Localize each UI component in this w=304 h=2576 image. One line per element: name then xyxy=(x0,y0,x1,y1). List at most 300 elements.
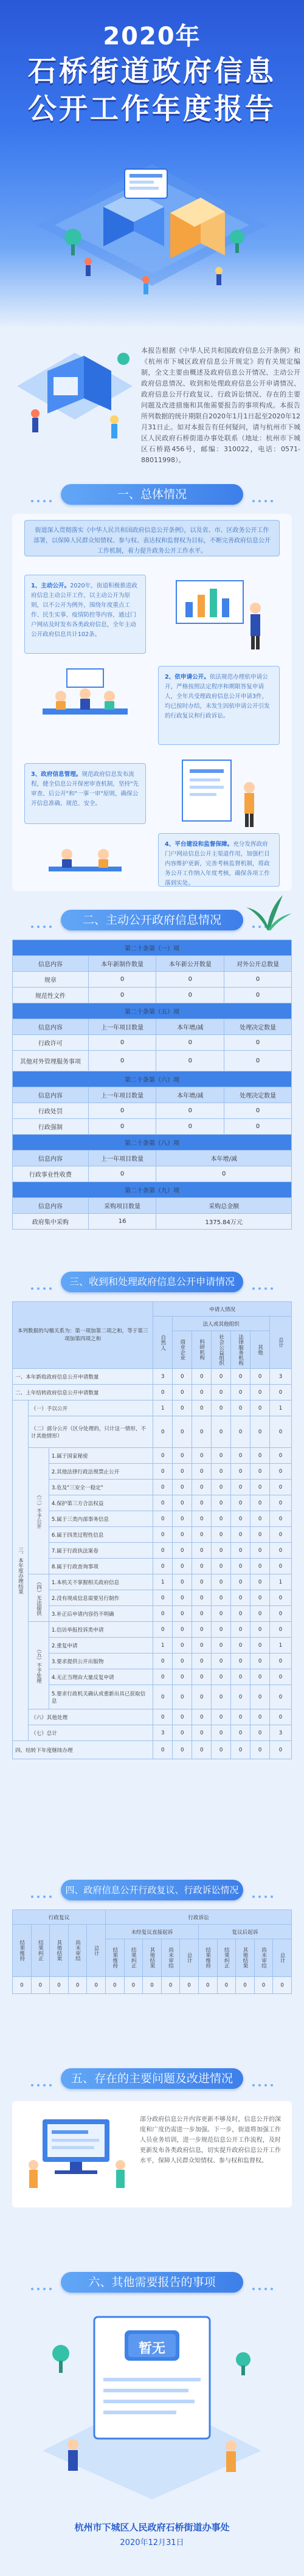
cell: 0 xyxy=(231,1401,250,1416)
section-3-title: 三、收到和处理政府信息公开申请情况 xyxy=(69,1276,235,1287)
team-illustration xyxy=(24,836,146,891)
cell: 0 xyxy=(156,972,224,988)
document-review-illustration xyxy=(164,754,280,833)
col-header: 尚未审结 xyxy=(254,1939,273,1977)
cell: 0 xyxy=(153,1622,173,1638)
cell: 0 xyxy=(173,1543,192,1559)
group-title: 第二十条第（六）项 xyxy=(13,1072,292,1087)
table-row xyxy=(13,1977,292,1994)
col-header: 尚未审结 xyxy=(161,1939,180,1977)
cell: 0 xyxy=(87,1977,106,1994)
cell: 0 xyxy=(250,1638,270,1653)
intro-block xyxy=(0,328,304,480)
cell: 0 xyxy=(236,1977,255,1994)
cell: 0 xyxy=(212,1511,231,1527)
cell: 0 xyxy=(124,1977,143,1994)
col-header: 采购项目数量 xyxy=(88,1198,156,1214)
cell: 0 xyxy=(173,1527,192,1543)
row-label: 5.要求行政机关确认或重新出具已获取信息 xyxy=(49,1685,153,1709)
cell: 0 xyxy=(212,1725,231,1741)
cell: 0 xyxy=(212,1495,231,1511)
cell: 0 xyxy=(156,1035,224,1051)
section-6-title: 六、其他需要报告的事项 xyxy=(88,2276,216,2289)
decor-dots xyxy=(29,919,54,921)
cell: 0 xyxy=(250,1511,270,1527)
table-row xyxy=(13,1511,292,1527)
general-item-1 xyxy=(24,575,146,654)
row-label: 4.无正当理由大量反复申请 xyxy=(49,1669,153,1685)
hero-banner xyxy=(0,0,304,328)
row-label: 6.属于四类过程性信息 xyxy=(49,1527,153,1543)
cell: 0 xyxy=(143,1977,162,1994)
table-row xyxy=(13,1574,292,1590)
cell: 0 xyxy=(192,1495,212,1511)
group-label: 三、本年度办理结果 xyxy=(13,1401,29,1741)
cell: 0 xyxy=(270,1590,292,1606)
section-4-title: 四、政府信息公开行政复议、行政诉讼情况 xyxy=(65,1885,239,1896)
cell: 0 xyxy=(224,1051,292,1072)
cell: 0 xyxy=(250,1725,270,1741)
row-label: 规章 xyxy=(13,972,89,988)
cell: 0 xyxy=(212,1590,231,1606)
row-label: 政府集中采购 xyxy=(13,1214,89,1230)
row-label: （一）予以公开 xyxy=(28,1401,153,1416)
col-header: 结果纠正 xyxy=(31,1925,50,1977)
cell: 0 xyxy=(231,1653,250,1669)
cell: 0 xyxy=(250,1709,270,1725)
decor-dots xyxy=(250,2281,275,2283)
table-row xyxy=(13,1214,292,1230)
table-row xyxy=(13,988,292,1003)
col-header: 总计 xyxy=(273,1939,292,1977)
cell: 0 xyxy=(212,1527,231,1543)
cell: 0 xyxy=(173,1669,192,1685)
cell: 0 xyxy=(212,1606,231,1622)
cell: 0 xyxy=(231,1495,250,1511)
row-label: 规范性文件 xyxy=(13,988,89,1003)
col-header: 总计 xyxy=(180,1939,199,1977)
cell: 0 xyxy=(173,1685,192,1709)
cell: 0 xyxy=(173,1709,192,1725)
cell: 0 xyxy=(50,1977,69,1994)
cell: 0 xyxy=(254,1977,273,1994)
col-header: 总计 xyxy=(87,1925,106,1977)
cell: 16 xyxy=(88,1214,156,1230)
cell: 0 xyxy=(270,1685,292,1709)
cell: 0 xyxy=(250,1685,270,1709)
cell: 0 xyxy=(231,1511,250,1527)
report-title-line1: 石桥街道政府信息 xyxy=(28,55,276,88)
table-row xyxy=(13,1416,292,1448)
row-label: 行政事业性收费 xyxy=(13,1166,89,1182)
cell: 0 xyxy=(153,1385,173,1401)
table-row xyxy=(13,1369,292,1385)
decor-dots xyxy=(250,1889,275,1891)
cell: 0 xyxy=(153,1653,173,1669)
table-row xyxy=(13,972,292,988)
cell: 0 xyxy=(250,1606,270,1622)
issues-panel xyxy=(12,2101,292,2207)
cell: 0 xyxy=(153,1464,173,1480)
cell: 0 xyxy=(270,1480,292,1495)
cell: 0 xyxy=(250,1590,270,1606)
table-row xyxy=(13,1685,292,1709)
cell: 0 xyxy=(250,1416,270,1448)
cell: 0 xyxy=(270,1495,292,1511)
cell: 0 xyxy=(250,1543,270,1559)
row-label: 3.要求提供公开出版物 xyxy=(49,1653,153,1669)
decor-dots xyxy=(29,493,54,496)
table-row xyxy=(13,1448,292,1464)
cell: 0 xyxy=(153,1448,173,1464)
cell: 0 xyxy=(192,1622,212,1638)
review-litigation-table xyxy=(12,1909,292,1994)
row-label: 3.补正后申请内容仍不明确 xyxy=(49,1606,153,1622)
cell: 0 xyxy=(231,1638,250,1653)
col-header: 其他结果 xyxy=(236,1939,255,1977)
item-head: 1、主动公开。 xyxy=(31,583,71,589)
row-label: （七）总计 xyxy=(28,1725,153,1741)
cell: 0 xyxy=(250,1669,270,1685)
cell: 3 xyxy=(153,1369,173,1385)
cell: 0 xyxy=(231,1741,250,1759)
table-row xyxy=(13,1480,292,1495)
table-row xyxy=(13,1119,292,1135)
total-header: 总计 xyxy=(270,1317,292,1369)
row-label: 2.重复申请 xyxy=(49,1638,153,1653)
cell: 0 xyxy=(192,1638,212,1653)
cell: 0 xyxy=(273,1977,292,1994)
cell: 0 xyxy=(153,1480,173,1495)
isometric-city-illustration xyxy=(24,140,280,316)
table-row xyxy=(13,1464,292,1480)
section-5-header xyxy=(61,2065,243,2091)
cell: 0 xyxy=(231,1559,250,1574)
col-header: 对外公开总数量 xyxy=(224,956,292,972)
col-header: 信息内容 xyxy=(13,1151,89,1166)
cell: 0 xyxy=(192,1480,212,1495)
col-header: 结果维持 xyxy=(105,1939,124,1977)
col-header: 信息内容 xyxy=(13,1087,89,1103)
cell: 0 xyxy=(212,1416,231,1448)
col-header: 结果维持 xyxy=(198,1939,217,1977)
cell: 0 xyxy=(231,1543,250,1559)
row-label: 3.危及"三安全一稳定" xyxy=(49,1480,153,1495)
cell: 0 xyxy=(173,1416,192,1448)
cell: 0 xyxy=(231,1725,250,1741)
section-4-header xyxy=(61,1876,243,1903)
cell: 0 xyxy=(212,1669,231,1685)
col-header: 信息内容 xyxy=(13,956,89,972)
col-header: 本年增/减 xyxy=(156,1087,224,1103)
cell: 0 xyxy=(250,1369,270,1385)
table-row xyxy=(13,1035,292,1051)
col-header: 其他结果 xyxy=(50,1925,69,1977)
cell: 0 xyxy=(173,1369,192,1385)
general-item-2 xyxy=(158,666,280,745)
col-header: 本年增/减 xyxy=(156,1151,292,1166)
table-row xyxy=(13,1543,292,1559)
cell: 0 xyxy=(198,1977,217,1994)
row-label: 四、结转下年度继续办理 xyxy=(13,1741,153,1759)
group-title: 第二十条第（九）项 xyxy=(13,1182,292,1198)
row-label: 1.属于国家秘密 xyxy=(49,1448,153,1464)
cell: 0 xyxy=(231,1590,250,1606)
cell: 0 xyxy=(212,1385,231,1401)
item-body: 充分发挥政府门户网站信息公开主渠道作用，加强栏目内容维护更新，完善考核监督机制，将政务公开工作纳入年度考核，确保各项工作落到实处。 xyxy=(165,841,270,887)
cell: 0 xyxy=(250,1527,270,1543)
direct-suit-header: 未经复议直接起诉 xyxy=(105,1925,198,1939)
cell: 0 xyxy=(192,1741,212,1759)
cell: 0 xyxy=(173,1653,192,1669)
col-header: 处理决定数量 xyxy=(224,1087,292,1103)
cell: 0 xyxy=(212,1653,231,1669)
col-header: 上一年项目数量 xyxy=(88,1087,156,1103)
cell: 0 xyxy=(270,1606,292,1622)
cell: 0 xyxy=(212,1369,231,1385)
group-label: （五）不予处理 xyxy=(28,1622,49,1709)
table-row xyxy=(13,1590,292,1606)
cell: 0 xyxy=(173,1606,192,1622)
col-header: 结果纠正 xyxy=(217,1939,236,1977)
cell: 0 xyxy=(192,1606,212,1622)
col-header: 本年新制作数量 xyxy=(88,956,156,972)
cell: 1 xyxy=(153,1638,173,1653)
cell: 0 xyxy=(250,1495,270,1511)
cell: 0 xyxy=(270,1653,292,1669)
table-corner-note: 本列数据的勾稽关系为：第一项加第二项之和，等于第三项加第四项之和 xyxy=(13,1302,153,1369)
decor-dots xyxy=(250,1281,275,1283)
section-6-header xyxy=(61,2268,243,2295)
col-header: 处理决定数量 xyxy=(224,1019,292,1035)
cell: 0 xyxy=(153,1741,173,1759)
decor-dots xyxy=(29,2077,54,2080)
cell: 0 xyxy=(250,1480,270,1495)
cell: 0 xyxy=(231,1480,250,1495)
cell: 0 xyxy=(88,1035,156,1051)
cell: 0 xyxy=(250,1622,270,1638)
computer-work-illustration xyxy=(18,2107,134,2201)
report-title-line2: 公开工作年度报告 xyxy=(28,92,276,126)
row-label: 4.保护第三方合法权益 xyxy=(49,1495,153,1511)
table-row xyxy=(13,1741,292,1759)
cell: 0 xyxy=(250,1574,270,1590)
cell: 1 xyxy=(153,1401,173,1416)
cell: 0 xyxy=(192,1685,212,1709)
cell: 0 xyxy=(156,1166,292,1182)
issue-date: 2020年12月31日 xyxy=(120,2538,184,2547)
cell: 0 xyxy=(270,1709,292,1725)
cell: 0 xyxy=(173,1638,192,1653)
cell: 0 xyxy=(192,1369,212,1385)
group-title: 第二十条第（一）项 xyxy=(13,940,292,956)
cell: 0 xyxy=(231,1527,250,1543)
cell: 0 xyxy=(212,1741,231,1759)
cell: 0 xyxy=(68,1977,87,1994)
cell: 0 xyxy=(270,1385,292,1401)
cell: 0 xyxy=(212,1709,231,1725)
cell: 0 xyxy=(212,1685,231,1709)
cell: 0 xyxy=(212,1574,231,1590)
item-body: 规范政府信息发布流程，健全信息公开保密审查机制，坚持"先审查、后公开"和"一事一审"原则，确保公开信息准确、规范、安全。 xyxy=(31,771,139,807)
section-2-header xyxy=(61,906,243,933)
cell: 0 xyxy=(217,1977,236,1994)
cell: 0 xyxy=(173,1464,192,1480)
general-item-3 xyxy=(24,763,146,824)
group-title: 第二十条第（八）项 xyxy=(13,1135,292,1151)
legal-entity-header: 法人或其他组织 xyxy=(173,1317,270,1331)
cell: 0 xyxy=(224,1103,292,1119)
cell: 0 xyxy=(153,1559,173,1574)
cell: 0 xyxy=(88,1051,156,1072)
cell: 0 xyxy=(231,1606,250,1622)
review-header: 行政复议 xyxy=(13,1910,106,1925)
cell: 0 xyxy=(161,1977,180,1994)
section-3-header xyxy=(61,1268,243,1295)
cell: 0 xyxy=(231,1369,250,1385)
table-row xyxy=(13,1401,292,1416)
row-label: 行政许可 xyxy=(13,1035,89,1051)
cell: 0 xyxy=(224,1035,292,1051)
cell: 0 xyxy=(153,1543,173,1559)
cell: 0 xyxy=(31,1977,50,1994)
cell: 0 xyxy=(212,1543,231,1559)
other-matters xyxy=(0,2268,304,2576)
cell: 0 xyxy=(250,1385,270,1401)
intro-illustration xyxy=(11,334,139,456)
litigation-header: 行政诉讼 xyxy=(105,1910,291,1925)
cell: 0 xyxy=(13,1977,32,1994)
cell: 0 xyxy=(192,1559,212,1574)
cell: 0 xyxy=(153,1416,173,1448)
cell: 0 xyxy=(270,1464,292,1480)
row-label: 5.属于三类内部事务信息 xyxy=(49,1511,153,1527)
cell: 0 xyxy=(192,1590,212,1606)
cell: 0 xyxy=(250,1464,270,1480)
cell: 0 xyxy=(173,1385,192,1401)
cell: 0 xyxy=(270,1669,292,1685)
general-lead: 街道深入贯彻落实《中华人民共和国政府信息公开条例》，以及省、市、区政务公开工作部署，以保障人民群众知情权、参与权、表达权和监督权为目标，不断完善政府信息公开工作机制，着力提升政务公开工作水平。 xyxy=(24,520,280,556)
intro-text: 本报告根据《中华人民共和国政府信息公开条例》和《杭州市下城区政府信息公开规定》的有关规定编制，全文主要由概述及政府信息公开情况、主动公开政府信息情况、收到和处理政府信息公开申请情况、政府信息公开行政复议、行政诉讼情况、存在的主要问题及改进措施和其他需要报告的事项构成。本报告所列数据的统计期限自2020年1月1日起至2020年12月31日止。如对本报告有任何疑问，请与杭州市下城区人民政府石桥街道办事处联系（地址：杭州市下城区石桥路456号，邮编：310022，电话：0571-88011998）。 xyxy=(141,347,300,464)
cell: 0 xyxy=(192,1448,212,1464)
cell: 0 xyxy=(192,1464,212,1480)
cell: 0 xyxy=(192,1527,212,1543)
col-header: 尚未审结 xyxy=(68,1925,87,1977)
col-header: 信息内容 xyxy=(13,1198,89,1214)
cell: 0 xyxy=(212,1638,231,1653)
table-row xyxy=(13,1606,292,1622)
cell: 0 xyxy=(192,1725,212,1741)
row-label: 行政强制 xyxy=(13,1119,89,1135)
cell: 3 xyxy=(270,1369,292,1385)
cell: 0 xyxy=(173,1725,192,1741)
cell: 0 xyxy=(250,1401,270,1416)
cell: 0 xyxy=(88,1166,156,1182)
cell: 0 xyxy=(180,1977,199,1994)
cell: 0 xyxy=(250,1741,270,1759)
cell: 0 xyxy=(270,1511,292,1527)
cell: 0 xyxy=(231,1622,250,1638)
cell: 1 xyxy=(270,1638,292,1653)
section-1-header xyxy=(61,480,243,507)
cell: 0 xyxy=(153,1669,173,1685)
cell: 0 xyxy=(224,988,292,1003)
row-label: （六）其他处理 xyxy=(28,1709,153,1725)
cell: 0 xyxy=(173,1401,192,1416)
cell: 0 xyxy=(173,1511,192,1527)
section-2-title: 二、主动公开政府信息情况 xyxy=(82,913,221,927)
decor-dots xyxy=(29,1889,54,1891)
cell: 0 xyxy=(270,1559,292,1574)
general-item-4 xyxy=(158,833,280,887)
report-year: 2020年 xyxy=(103,23,201,50)
row-label: （二）部分公开（区分处理的，只计这一情形，不计其他情形） xyxy=(28,1416,153,1448)
cell: 0 xyxy=(270,1527,292,1543)
col-header: 社会公益组织 xyxy=(212,1331,231,1369)
cell: 0 xyxy=(270,1448,292,1464)
cell: 0 xyxy=(250,1448,270,1464)
cell: 0 xyxy=(212,1401,231,1416)
section-1-title: 一、总体情况 xyxy=(117,488,187,501)
table-row xyxy=(13,1166,292,1182)
cell: 0 xyxy=(173,1590,192,1606)
table-row xyxy=(13,1385,292,1401)
table-row xyxy=(13,1653,292,1669)
cell: 0 xyxy=(270,1741,292,1759)
col-header: 采购总金额 xyxy=(156,1198,292,1214)
row-label: 1.信访举报投诉类申请 xyxy=(49,1622,153,1638)
cell: 0 xyxy=(192,1669,212,1685)
cell: 0 xyxy=(156,1051,224,1072)
cell: 0 xyxy=(88,972,156,988)
cell: 0 xyxy=(231,1669,250,1685)
cell: 0 xyxy=(212,1559,231,1574)
col-header: 其他 xyxy=(250,1331,270,1369)
row-label: 行政处罚 xyxy=(13,1103,89,1119)
cell: 0 xyxy=(192,1385,212,1401)
row-label: 一、本年新收政府信息公开申请数量 xyxy=(13,1369,153,1385)
cell: 0 xyxy=(270,1543,292,1559)
applicant-header: 申请人情况 xyxy=(153,1302,292,1317)
cell: 0 xyxy=(192,1653,212,1669)
cell: 3 xyxy=(270,1725,292,1741)
cell: 0 xyxy=(212,1464,231,1480)
table-row xyxy=(13,1709,292,1725)
cell: 0 xyxy=(88,1103,156,1119)
row-label: 二、上年结转政府信息公开申请数量 xyxy=(13,1385,153,1401)
cell: 0 xyxy=(153,1685,173,1709)
cell: 0 xyxy=(231,1685,250,1709)
row-label: 2.其他法律行政法规禁止公开 xyxy=(49,1464,153,1480)
cell: 0 xyxy=(231,1464,250,1480)
row-label: 2.没有现成信息需要另行制作 xyxy=(49,1590,153,1606)
col-header: 法律服务机构 xyxy=(231,1331,250,1369)
col-header: 本年新公开数量 xyxy=(156,956,224,972)
cell: 0 xyxy=(231,1416,250,1448)
issuer-name: 杭州市下城区人民政府石桥街道办事处 xyxy=(74,2522,230,2533)
cell: 0 xyxy=(192,1511,212,1527)
table-row xyxy=(13,1051,292,1072)
col-header: 本年增/减 xyxy=(156,1019,224,1035)
table-row xyxy=(13,1725,292,1741)
cell: 1 xyxy=(270,1574,292,1590)
cell: 0 xyxy=(192,1416,212,1448)
cell: 0 xyxy=(88,988,156,1003)
proactive-disclosure-table xyxy=(12,940,292,1230)
table-row xyxy=(13,1622,292,1638)
col-header: 结果维持 xyxy=(13,1925,32,1977)
group-label: （四）无法提供 xyxy=(28,1574,49,1622)
